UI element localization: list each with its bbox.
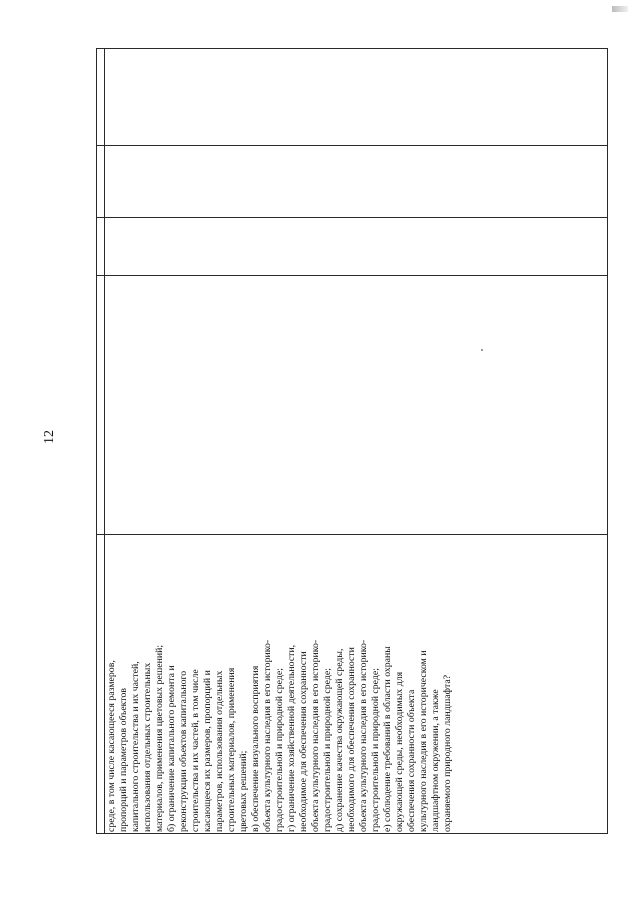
cell-text [105, 535, 601, 834]
text-line: пропорций и параметров объектов [118, 688, 129, 832]
text-line: реконструкции объектов капитального [178, 670, 189, 832]
text-line: параметров, использования отдельных [214, 670, 225, 832]
text-line: градостроительной и природной среде; [370, 668, 381, 832]
text-line: касающееся их размеров, пропорций и [202, 670, 213, 832]
text-line: объекта культурного наследия в его историко- [310, 639, 321, 832]
text-line: окружающей среды, необходимых для [394, 671, 405, 832]
text-line: ландшафтном окружении, а также [430, 689, 441, 832]
text-line: е) соблюдение требований в области охраны [382, 646, 393, 832]
text-line: б) ограничение капитального ремонта и [166, 665, 177, 832]
text-line: объекта культурного наследия в его историко- [358, 639, 369, 832]
row-divider [97, 145, 607, 146]
text-line: среде, в том числе касающееся размеров, [106, 660, 117, 832]
text-line: градостроительной и природной среде; [274, 668, 285, 832]
scan-speck [481, 349, 483, 351]
row-divider [97, 217, 607, 218]
text-line: капитального строительства и их частей, [130, 661, 141, 832]
text-line: строительных материалов, применения [226, 667, 237, 832]
table-cell-requirements [105, 535, 601, 834]
text-line: использования отдельных строительных [142, 662, 153, 832]
text-line: цветовых решений; [238, 750, 249, 832]
text-line: в) обеспечение визуального восприятия [250, 665, 261, 832]
text-line: необходимое для обеспечения сохранности [298, 651, 309, 832]
text-line: объекта культурного наследия в его историко- [262, 639, 273, 832]
page-number: 12 [42, 430, 57, 444]
text-line: г) ограничение хозяйственной деятельности, [286, 644, 297, 832]
text-line: обеспечения сохранности объекта [406, 689, 417, 832]
document-table [96, 48, 608, 834]
text-line: культурного наследия в его историческом и [418, 650, 429, 832]
text-line: охраняемого природного ландшафта? [442, 674, 453, 832]
text-line: строительства и их частей, в том числе [190, 669, 201, 832]
row-divider [97, 275, 607, 276]
scan-edge-mark [612, 6, 628, 12]
text-line: материалов, применения цветовых решений; [154, 644, 165, 832]
text-line: д) сохранение качества окружающей среды, [334, 648, 345, 832]
text-line: градостроительной и природной среде; [322, 668, 333, 832]
text-line: необходимого для обеспечения сохранности [346, 647, 357, 832]
